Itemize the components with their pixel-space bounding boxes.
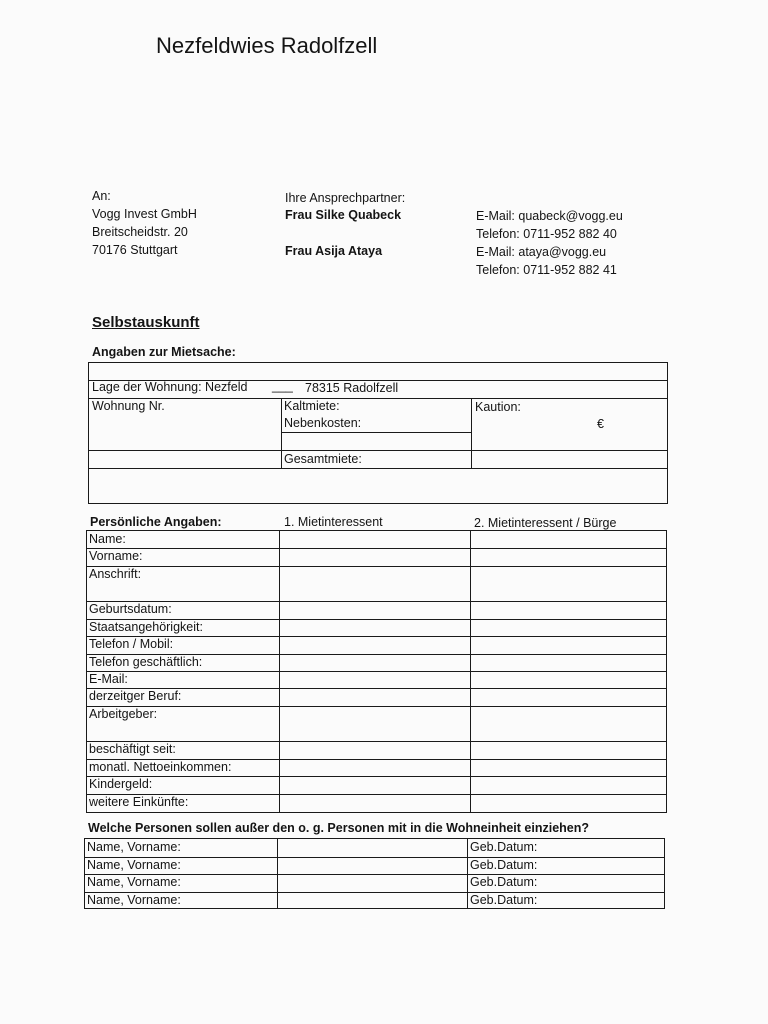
person-name-label: Name, Vorname:	[87, 840, 181, 854]
personal-input-col1[interactable]	[280, 776, 470, 794]
personal-input-col2[interactable]	[471, 741, 666, 759]
personal-input-col2[interactable]	[471, 706, 666, 741]
personal-input-col2[interactable]	[471, 619, 666, 636]
person-geb-datum-label: Geb.Datum:	[470, 857, 538, 872]
personal-input-col1[interactable]	[280, 688, 470, 706]
persons-table	[84, 838, 665, 909]
person-name-input[interactable]	[278, 892, 467, 910]
personal-input-col1[interactable]	[280, 671, 470, 688]
personal-input-col2[interactable]	[471, 548, 666, 566]
personal-input-col2[interactable]	[471, 794, 666, 811]
personal-row-label: Staatsangehörigkeit:	[89, 620, 203, 634]
col-header-1: 1. Mietinteressent	[284, 515, 383, 529]
personal-row-label: Telefon / Mobil:	[89, 637, 174, 651]
personal-row-label: Arbeitgeber:	[89, 707, 158, 721]
persons-question: Welche Personen sollen außer den o. g. Personen mit in die Wohneinheit einziehen?	[88, 821, 590, 835]
euro-sign: €	[597, 417, 604, 431]
contact-phone-2: Telefon: 0711-952 882 41	[476, 263, 617, 277]
col-header-2: 2. Mietinteressent / Bürge	[474, 516, 617, 530]
contact-email-2: E-Mail: ataya@vogg.eu	[476, 245, 607, 259]
person-name-input[interactable]	[278, 857, 467, 875]
rental-section-label: Angaben zur Mietsache:	[92, 345, 236, 359]
person-geb-datum-label: Geb.Datum:	[470, 892, 538, 907]
personal-row-label: Geburtsdatum:	[89, 602, 172, 616]
personal-row-label: Kindergeld:	[89, 777, 153, 791]
personal-input-col2[interactable]	[471, 636, 666, 654]
person-name-label: Name, Vorname:	[87, 875, 181, 889]
personal-input-col2[interactable]	[471, 566, 666, 601]
lage-label: Lage der Wohnung: Nezfeld	[92, 380, 248, 394]
address-company: Vogg Invest GmbH	[92, 207, 197, 221]
wohnung-nr-field[interactable]: Wohnung Nr.	[92, 399, 165, 413]
personal-input-col2[interactable]	[471, 688, 666, 706]
person-name-label: Name, Vorname:	[87, 892, 181, 907]
personal-row-label: weitere Einkünfte:	[89, 795, 189, 809]
contact-details	[476, 207, 623, 279]
personal-input-col1[interactable]	[280, 636, 470, 654]
personal-input-col1[interactable]	[280, 619, 470, 636]
personal-row-label: Name:	[89, 532, 126, 546]
personal-row-label: monatl. Nettoeinkommen:	[89, 760, 232, 774]
person-geb-datum-label: Geb.Datum:	[470, 875, 538, 889]
rental-table	[88, 362, 668, 504]
personal-table	[86, 530, 667, 813]
personal-row-label: derzeitger Beruf:	[89, 689, 182, 703]
lage-blank: ___	[272, 379, 293, 393]
personal-input-col1[interactable]	[280, 548, 470, 566]
personal-input-col2[interactable]	[471, 531, 666, 548]
contacts-label: Ihre Ansprechpartner:	[285, 191, 406, 205]
personal-row-label: beschäftigt seit:	[89, 742, 176, 756]
address-label: An:	[92, 189, 111, 203]
contact-person-1: Frau Silke Quabeck	[285, 208, 402, 222]
lage-plz: 78315 Radolfzell	[305, 381, 399, 395]
personal-section-label: Persönliche Angaben:	[90, 515, 222, 529]
personal-input-col1[interactable]	[280, 706, 470, 741]
person-name-input[interactable]	[278, 874, 467, 892]
contact-phone-1: Telefon: 0711-952 882 40	[476, 227, 617, 241]
nebenkosten-field[interactable]: Nebenkosten:	[284, 416, 362, 430]
recipient-address	[92, 187, 197, 259]
personal-input-col2[interactable]	[471, 601, 666, 619]
personal-row-label: E-Mail:	[89, 672, 128, 686]
personal-input-col2[interactable]	[471, 759, 666, 776]
form-heading: Selbstauskunft	[92, 314, 200, 331]
personal-row-label: Anschrift:	[89, 567, 142, 581]
personal-input-col1[interactable]	[280, 794, 470, 811]
page-title: Nezfeldwies Radolfzell	[156, 33, 378, 58]
personal-input-col1[interactable]	[280, 654, 470, 671]
person-geb-datum-label: Geb.Datum:	[470, 840, 538, 854]
personal-input-col1[interactable]	[280, 531, 470, 548]
person-name-input[interactable]	[278, 839, 467, 857]
personal-input-col1[interactable]	[280, 566, 470, 601]
personal-input-col1[interactable]	[280, 759, 470, 776]
gesamtmiete-field[interactable]: Gesamtmiete:	[284, 452, 362, 466]
personal-row-label: Vorname:	[89, 549, 143, 563]
kaution-field[interactable]: Kaution:	[475, 400, 521, 414]
kaltmiete-field[interactable]: Kaltmiete:	[284, 399, 340, 413]
personal-input-col2[interactable]	[471, 776, 666, 794]
personal-input-col1[interactable]	[280, 601, 470, 619]
address-city: 70176 Stuttgart	[92, 243, 178, 257]
address-street: Breitscheidstr. 20	[92, 225, 188, 239]
person-name-label: Name, Vorname:	[87, 857, 181, 872]
contact-person-2: Frau Asija Ataya	[285, 244, 383, 258]
personal-input-col2[interactable]	[471, 654, 666, 671]
personal-input-col2[interactable]	[471, 671, 666, 688]
personal-input-col1[interactable]	[280, 741, 470, 759]
personal-row-label: Telefon geschäftlich:	[89, 655, 203, 669]
contact-email-1: E-Mail: quabeck@vogg.eu	[476, 209, 623, 223]
